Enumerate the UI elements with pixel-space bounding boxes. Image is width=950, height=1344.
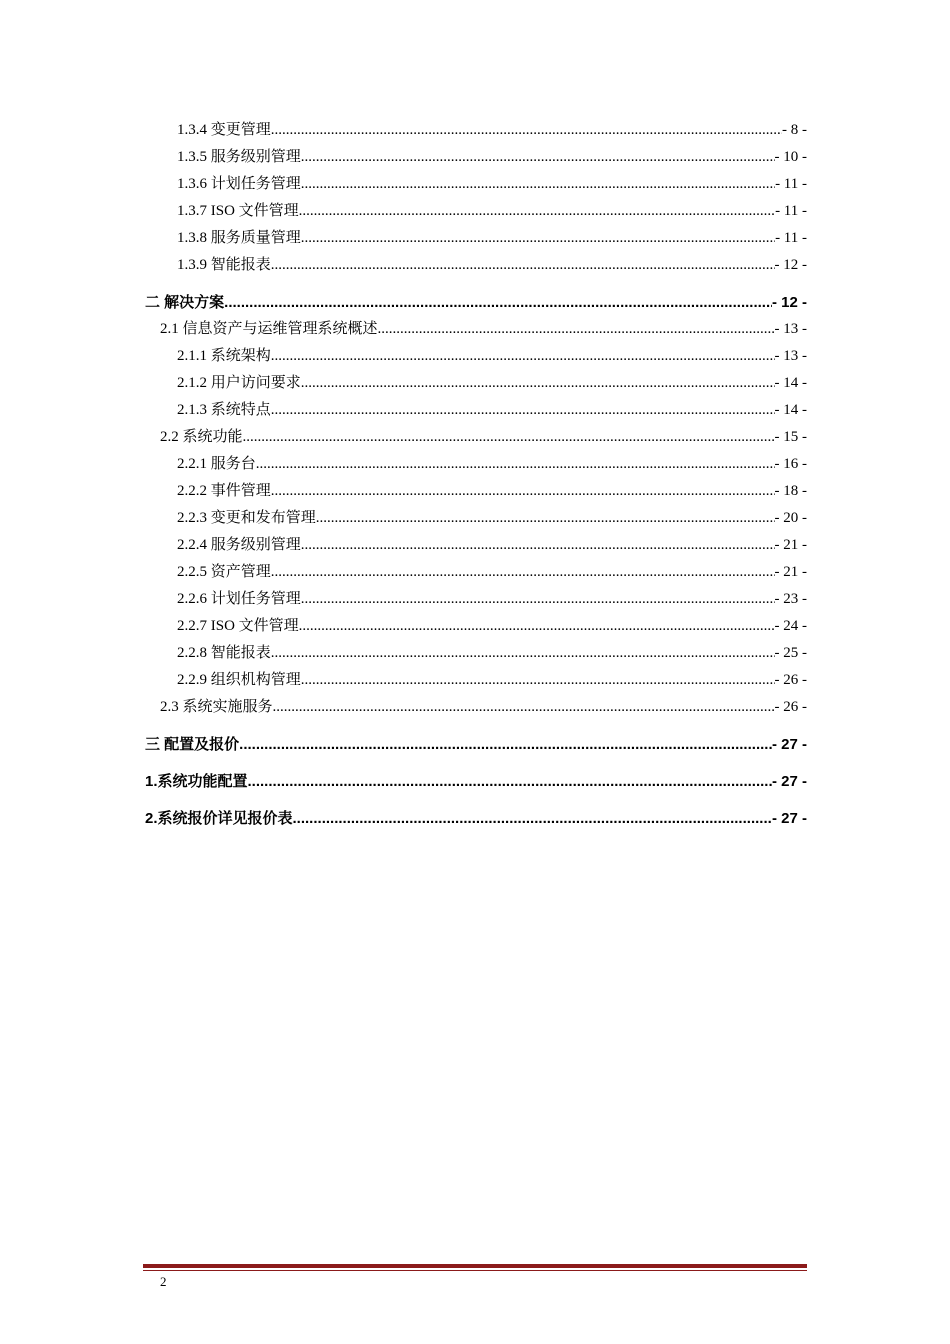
- toc-entry[interactable]: [145, 667, 807, 694]
- toc-entry[interactable]: [145, 252, 807, 279]
- toc-entry[interactable]: [145, 117, 807, 144]
- toc-entry-title: 2.2.8 智能报表: [177, 645, 271, 661]
- toc-entry-title: 2.2.1 服务台: [177, 456, 256, 472]
- toc-entry[interactable]: [145, 805, 807, 832]
- toc-entry[interactable]: [145, 397, 807, 424]
- toc-entry-title: 2.1 信息资产与运维管理系统概述: [160, 321, 378, 337]
- toc-leader-dots: [301, 586, 775, 613]
- toc-entry-page: - 25 -: [774, 645, 807, 661]
- toc-entry-page: - 11 -: [775, 176, 807, 192]
- toc-entry[interactable]: [145, 289, 807, 316]
- toc-leader-dots: [301, 171, 775, 198]
- toc-leader-dots: [271, 252, 775, 279]
- toc-entry[interactable]: [145, 694, 807, 721]
- toc-entry[interactable]: [145, 370, 807, 397]
- toc-entry-title: 1.3.6 计划任务管理: [177, 176, 301, 192]
- toc-entry-title: 2.1.3 系统特点: [177, 402, 271, 418]
- toc-entry-page: - 13 -: [774, 321, 807, 337]
- toc-leader-dots: [224, 289, 772, 316]
- toc-entry-page: - 12 -: [771, 294, 807, 311]
- toc-entry[interactable]: [145, 225, 807, 252]
- toc-entry-page: - 13 -: [774, 348, 807, 364]
- toc-entry[interactable]: [145, 424, 807, 451]
- toc-leader-dots: [248, 768, 772, 795]
- footer-rule-thin: [143, 1270, 807, 1271]
- toc-leader-dots: [271, 559, 775, 586]
- toc-leader-dots: [273, 694, 775, 721]
- toc-entry[interactable]: [145, 316, 807, 343]
- toc-entry-title: 2.系统报价详见报价表: [145, 810, 293, 827]
- toc-leader-dots: [239, 731, 772, 758]
- toc-entry-title: 2.2.7 ISO 文件管理: [177, 618, 299, 634]
- toc-leader-dots: [316, 505, 775, 532]
- toc-leader-dots: [301, 370, 775, 397]
- toc-entry-page: - 8 -: [782, 122, 807, 138]
- toc-entry-title: 1.3.7 ISO 文件管理: [177, 203, 299, 219]
- toc-entry-title: 2.2.6 计划任务管理: [177, 591, 301, 607]
- toc-leader-dots: [301, 144, 775, 171]
- toc-leader-dots: [271, 117, 782, 144]
- table-of-contents: [145, 117, 807, 832]
- toc-entry-page: - 11 -: [775, 230, 807, 246]
- toc-leader-dots: [299, 613, 775, 640]
- toc-entry[interactable]: [145, 532, 807, 559]
- toc-leader-dots: [301, 225, 775, 252]
- toc-entry-page: - 27 -: [771, 736, 807, 753]
- toc-entry[interactable]: [145, 768, 807, 795]
- toc-entry-page: - 23 -: [774, 591, 807, 607]
- toc-leader-dots: [271, 478, 775, 505]
- toc-entry-page: - 20 -: [774, 510, 807, 526]
- toc-entry-title: 1.系统功能配置: [145, 773, 248, 790]
- toc-entry-page: - 14 -: [774, 402, 807, 418]
- toc-entry[interactable]: [145, 613, 807, 640]
- toc-leader-dots: [301, 532, 775, 559]
- toc-entry[interactable]: [145, 144, 807, 171]
- toc-leader-dots: [243, 424, 775, 451]
- toc-entry-page: - 27 -: [771, 773, 807, 790]
- toc-entry-title: 2.3 系统实施服务: [160, 699, 273, 715]
- toc-entry-title: 三 配置及报价: [145, 736, 240, 753]
- toc-entry-title: 2.2.9 组织机构管理: [177, 672, 301, 688]
- toc-entry-page: - 26 -: [774, 672, 807, 688]
- toc-entry-page: - 18 -: [774, 483, 807, 499]
- page-number: 2: [160, 1274, 167, 1289]
- toc-entry-title: 2.1.1 系统架构: [177, 348, 271, 364]
- toc-entry-title: 2.1.2 用户访问要求: [177, 375, 301, 391]
- toc-entry-title: 2.2.3 变更和发布管理: [177, 510, 316, 526]
- toc-entry-page: - 24 -: [774, 618, 807, 634]
- toc-entry-page: - 14 -: [774, 375, 807, 391]
- toc-entry-page: - 15 -: [774, 429, 807, 445]
- toc-entry[interactable]: [145, 343, 807, 370]
- toc-leader-dots: [299, 198, 775, 225]
- toc-entry-page: - 12 -: [774, 257, 807, 273]
- toc-entry-title: 1.3.9 智能报表: [177, 257, 271, 273]
- toc-entry-page: - 16 -: [774, 456, 807, 472]
- toc-entry[interactable]: [145, 198, 807, 225]
- toc-entry-page: - 10 -: [774, 149, 807, 165]
- toc-entry-page: - 21 -: [774, 564, 807, 580]
- toc-leader-dots: [301, 667, 775, 694]
- toc-entry[interactable]: [145, 505, 807, 532]
- toc-entry-title: 2.2 系统功能: [160, 429, 243, 445]
- toc-entry-title: 1.3.8 服务质量管理: [177, 230, 301, 246]
- toc-entry-title: 1.3.5 服务级别管理: [177, 149, 301, 165]
- toc-entry[interactable]: [145, 586, 807, 613]
- toc-entry[interactable]: [145, 640, 807, 667]
- toc-entry-page: - 27 -: [771, 810, 807, 827]
- toc-leader-dots: [271, 343, 775, 370]
- toc-entry-title: 二 解决方案: [145, 294, 225, 311]
- toc-entry[interactable]: [145, 451, 807, 478]
- toc-entry-title: 2.2.5 资产管理: [177, 564, 271, 580]
- toc-entry-title: 1.3.4 变更管理: [177, 122, 271, 138]
- toc-leader-dots: [256, 451, 775, 478]
- toc-entry[interactable]: [145, 559, 807, 586]
- toc-entry-page: - 21 -: [774, 537, 807, 553]
- toc-entry[interactable]: [145, 171, 807, 198]
- toc-entry-page: - 26 -: [774, 699, 807, 715]
- toc-leader-dots: [293, 805, 772, 832]
- toc-leader-dots: [271, 640, 775, 667]
- toc-entry-title: 2.2.4 服务级别管理: [177, 537, 301, 553]
- footer-rule: [143, 1264, 807, 1268]
- toc-entry-title: 2.2.2 事件管理: [177, 483, 271, 499]
- toc-entry[interactable]: [145, 478, 807, 505]
- toc-leader-dots: [378, 316, 775, 343]
- toc-entry[interactable]: [145, 731, 807, 758]
- toc-leader-dots: [271, 397, 775, 424]
- toc-entry-page: - 11 -: [775, 203, 807, 219]
